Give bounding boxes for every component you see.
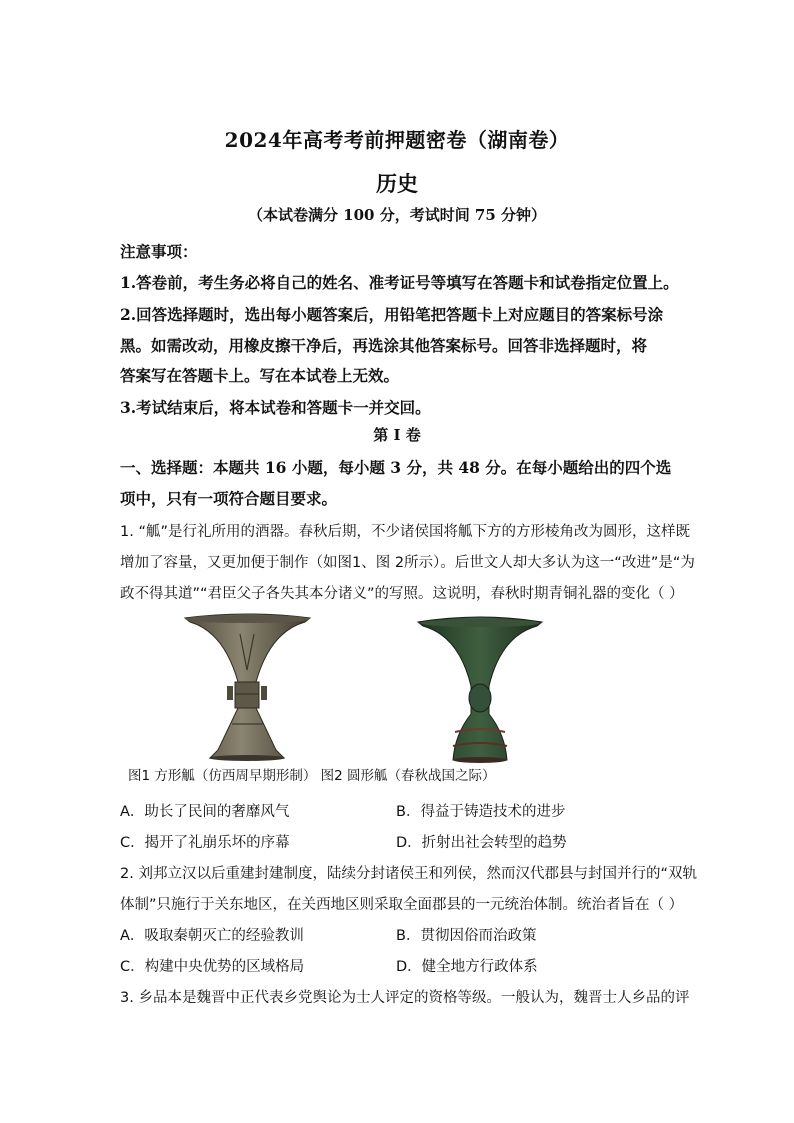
option-a: A．吸取秦朝灭亡的经验教训	[120, 928, 304, 944]
question-stem: 1. “觚”是行礼所用的酒器。春秋后期，不少诸侯国将觚下方的方形棱角改为圆形，这样既	[120, 524, 690, 540]
notice-line: 答案写在答题卡上。写在本试卷上无效。	[120, 366, 400, 385]
notice-line: 3.考试结束后，将本试卷和答题卡一并交回。	[120, 398, 431, 417]
question-stem: 政不得其道”“君臣父子各失其本分诸义”的写照。这说明，春秋时期青铜礼器的变化（ ）	[120, 586, 684, 602]
section-instruction: 项中，只有一项符合题目要求。	[120, 489, 338, 508]
section-label: 第 I 卷	[373, 426, 421, 444]
subject-title: 历史	[376, 171, 418, 196]
question-stem: 3. 乡品本是魏晋中正代表乡党舆论为士人评定的资格等级。一般认为，魏晋士人乡品的评	[120, 990, 690, 1006]
question-stem: 增加了容量，又更加便于制作（如图1、图 2所示）。后世文人却大多认为这一“改进”是“为	[120, 555, 695, 571]
question-stem: 体制”只施行于关东地区，在关西地区则采取全面郡县的一元统治体制。统治者旨在（ ）	[120, 897, 684, 913]
option-d: D．健全地方行政体系	[396, 959, 538, 975]
question-stem: 2. 刘邦立汉以后重建封建制度，陆续分封诸侯王和列侯，然而汉代郡县与封国并行的“双轨	[120, 866, 697, 882]
square-gu-image	[180, 612, 315, 762]
notice-line: 黑。如需改动，用橡皮擦干净后，再选涂其他答案标号。回答非选择题时，将	[120, 336, 648, 355]
option-b: B．贯彻因俗而治政策	[396, 928, 537, 944]
exam-title: 2024年高考考前押题密卷（湖南卷）	[224, 128, 570, 152]
notice-heading: 注意事项：	[120, 242, 198, 261]
notice-line: 2.回答选择题时，选出每小题答案后，用铅笔把答题卡上对应题目的答案标号涂	[120, 305, 664, 324]
notice-line: 1.答卷前，考生务必将自己的姓名、准考证号等填写在答题卡和试卷指定位置上。	[120, 273, 679, 292]
option-a: A．助长了民间的奢靡风气	[120, 804, 290, 820]
option-b: B．得益于铸造技术的进步	[396, 804, 566, 820]
option-d: D．折射出社会转型的趋势	[396, 835, 567, 851]
option-c: C．构建中央优势的区域格局	[120, 959, 305, 975]
round-gu-image	[415, 614, 545, 764]
exam-info: （本试卷满分 100 分，考试时间 75 分钟）	[247, 206, 547, 224]
option-c: C．揭开了礼崩乐坏的序幕	[120, 835, 290, 851]
section-instruction: 一、选择题：本题共 16 小题，每小题 3 分，共 48 分。在每小题给出的四个选	[120, 458, 672, 477]
figure-caption: 图1 方形觚（仿西周早期形制） 图2 圆形觚（春秋战国之际）	[128, 768, 496, 784]
